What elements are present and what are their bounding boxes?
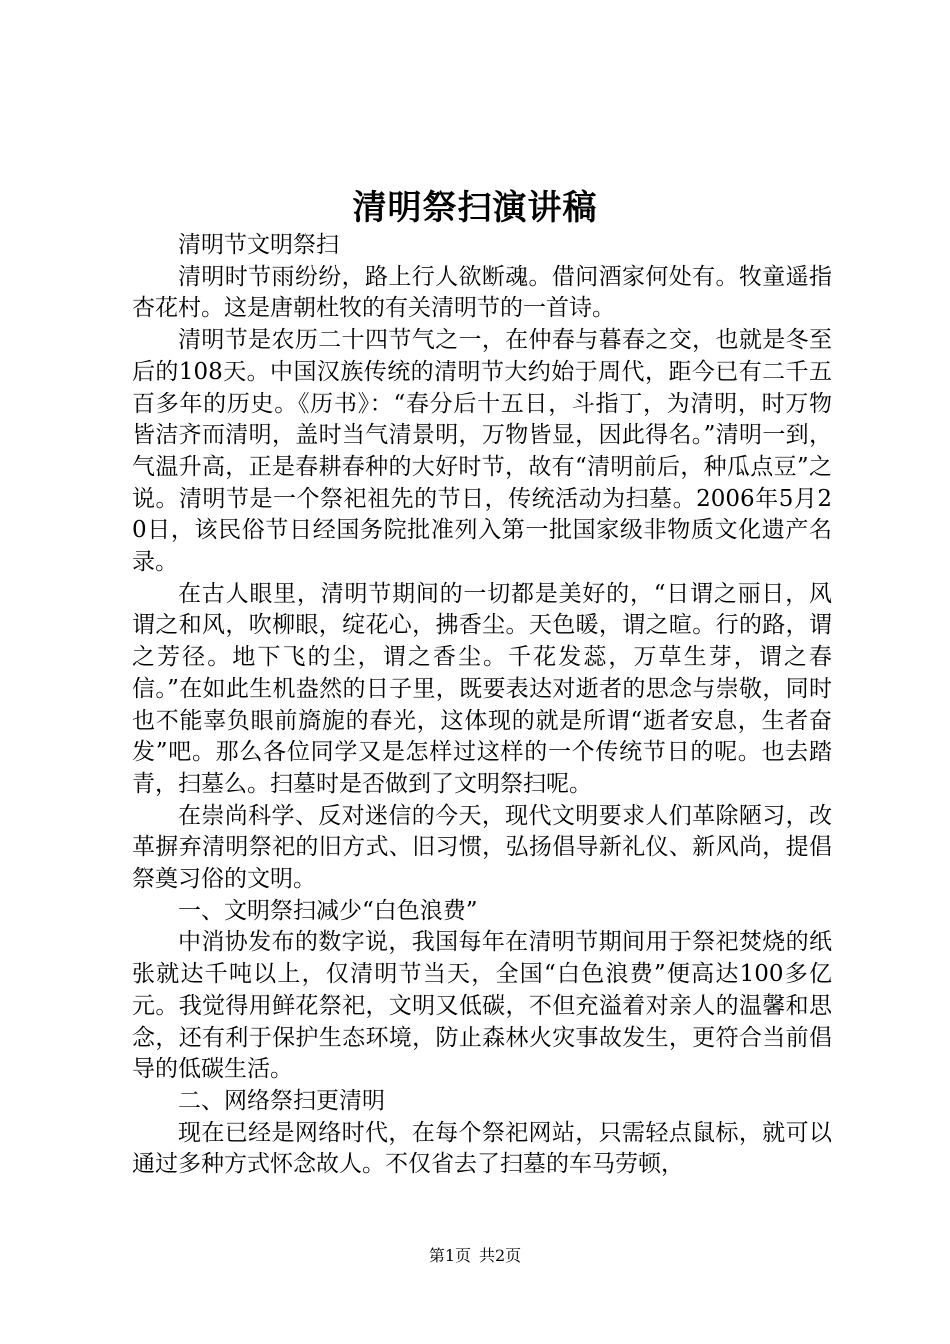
page-number: 第1页 — [428, 1246, 471, 1265]
section-heading-1: 一、文明祭扫减少“白色浪费” — [178, 897, 478, 924]
document-body — [132, 230, 832, 1181]
page-total: 共2页 — [479, 1246, 522, 1265]
paragraph-qingming-history: 清明节是农历二十四节气之一，在仲春与暮春之交，也就是冬至后的108天。中国汉族传统的清明节大约始于周代，距今已有二千五百多年的历史。《历书》：“春分后十五日，斗指丁，为清明，时万物皆洁齐而清明，盖时当气清景明，万物皆显，因此得名。”清明一到，气温升高，正是春耕春种的大好时节，故有“清明前后，种瓜点豆”之说。清明节是一个祭祀祖先的节日，传统活动为扫墓。2006年5月20日，该民俗节日经国务院批准列入第一批国家级非物质文化遗产名录。 — [132, 327, 832, 576]
paragraph-white-waste: 中消协发布的数字说，我国每年在清明节期间用于祭祀焚烧的纸张就达千吨以上，仅清明节当天，全国“白色浪费”便高达100多亿元。我觉得用鲜花祭祀，文明又低碳，不但充溢着对亲人的温馨和思念，还有利于保护生态环境，防止森林火灾事故发生，更符合当前倡导的低碳生活。 — [132, 929, 832, 1083]
paragraph-ancient-view: 在古人眼里，清明节期间的一切都是美好的，“日谓之丽日，风谓之和风，吹柳眼，绽花心，拂香尘。天色暖，谓之暄。行的路，谓之芳径。地下飞的尘，谓之香尘。千花发蕊，万草生芽，谓之春信。”在如此生机盎然的日子里，既要表达对逝者的思念与崇敬，同时也不能辜负眼前旖旎的春光，这体现的就是所谓“逝者安息，生者奋发”吧。那么各位同学又是怎样过这样的一个传统节日的呢。也去踏青，扫墓么。扫墓时是否做到了文明祭扫呢。 — [132, 580, 832, 797]
paragraph-civilization: 在崇尚科学、反对迷信的今天，现代文明要求人们革除陋习，改革摒弃清明祭祀的旧方式、旧习惯，弘扬倡导新礼仪、新风尚，提倡祭奠习俗的文明。 — [132, 802, 832, 893]
section-heading-2: 二、网络祭扫更清明 — [178, 1087, 385, 1114]
page-footer — [0, 1244, 950, 1268]
paragraph-online-memorial: 现在已经是网络时代，在每个祭祀网站，只需轻点鼠标，就可以通过多种方式怀念故人。不仅省去了扫墓的车马劳顿， — [132, 1119, 832, 1178]
document-title: 清明祭扫演讲稿 — [352, 188, 598, 228]
paragraph-poem: 清明时节雨纷纷，路上行人欲断魂。借问酒家何处有。牧童遥指杏花村。这是唐朝杜牧的有关清明节的一首诗。 — [132, 263, 832, 322]
paragraph-subtitle: 清明节文明祭扫 — [178, 232, 339, 258]
